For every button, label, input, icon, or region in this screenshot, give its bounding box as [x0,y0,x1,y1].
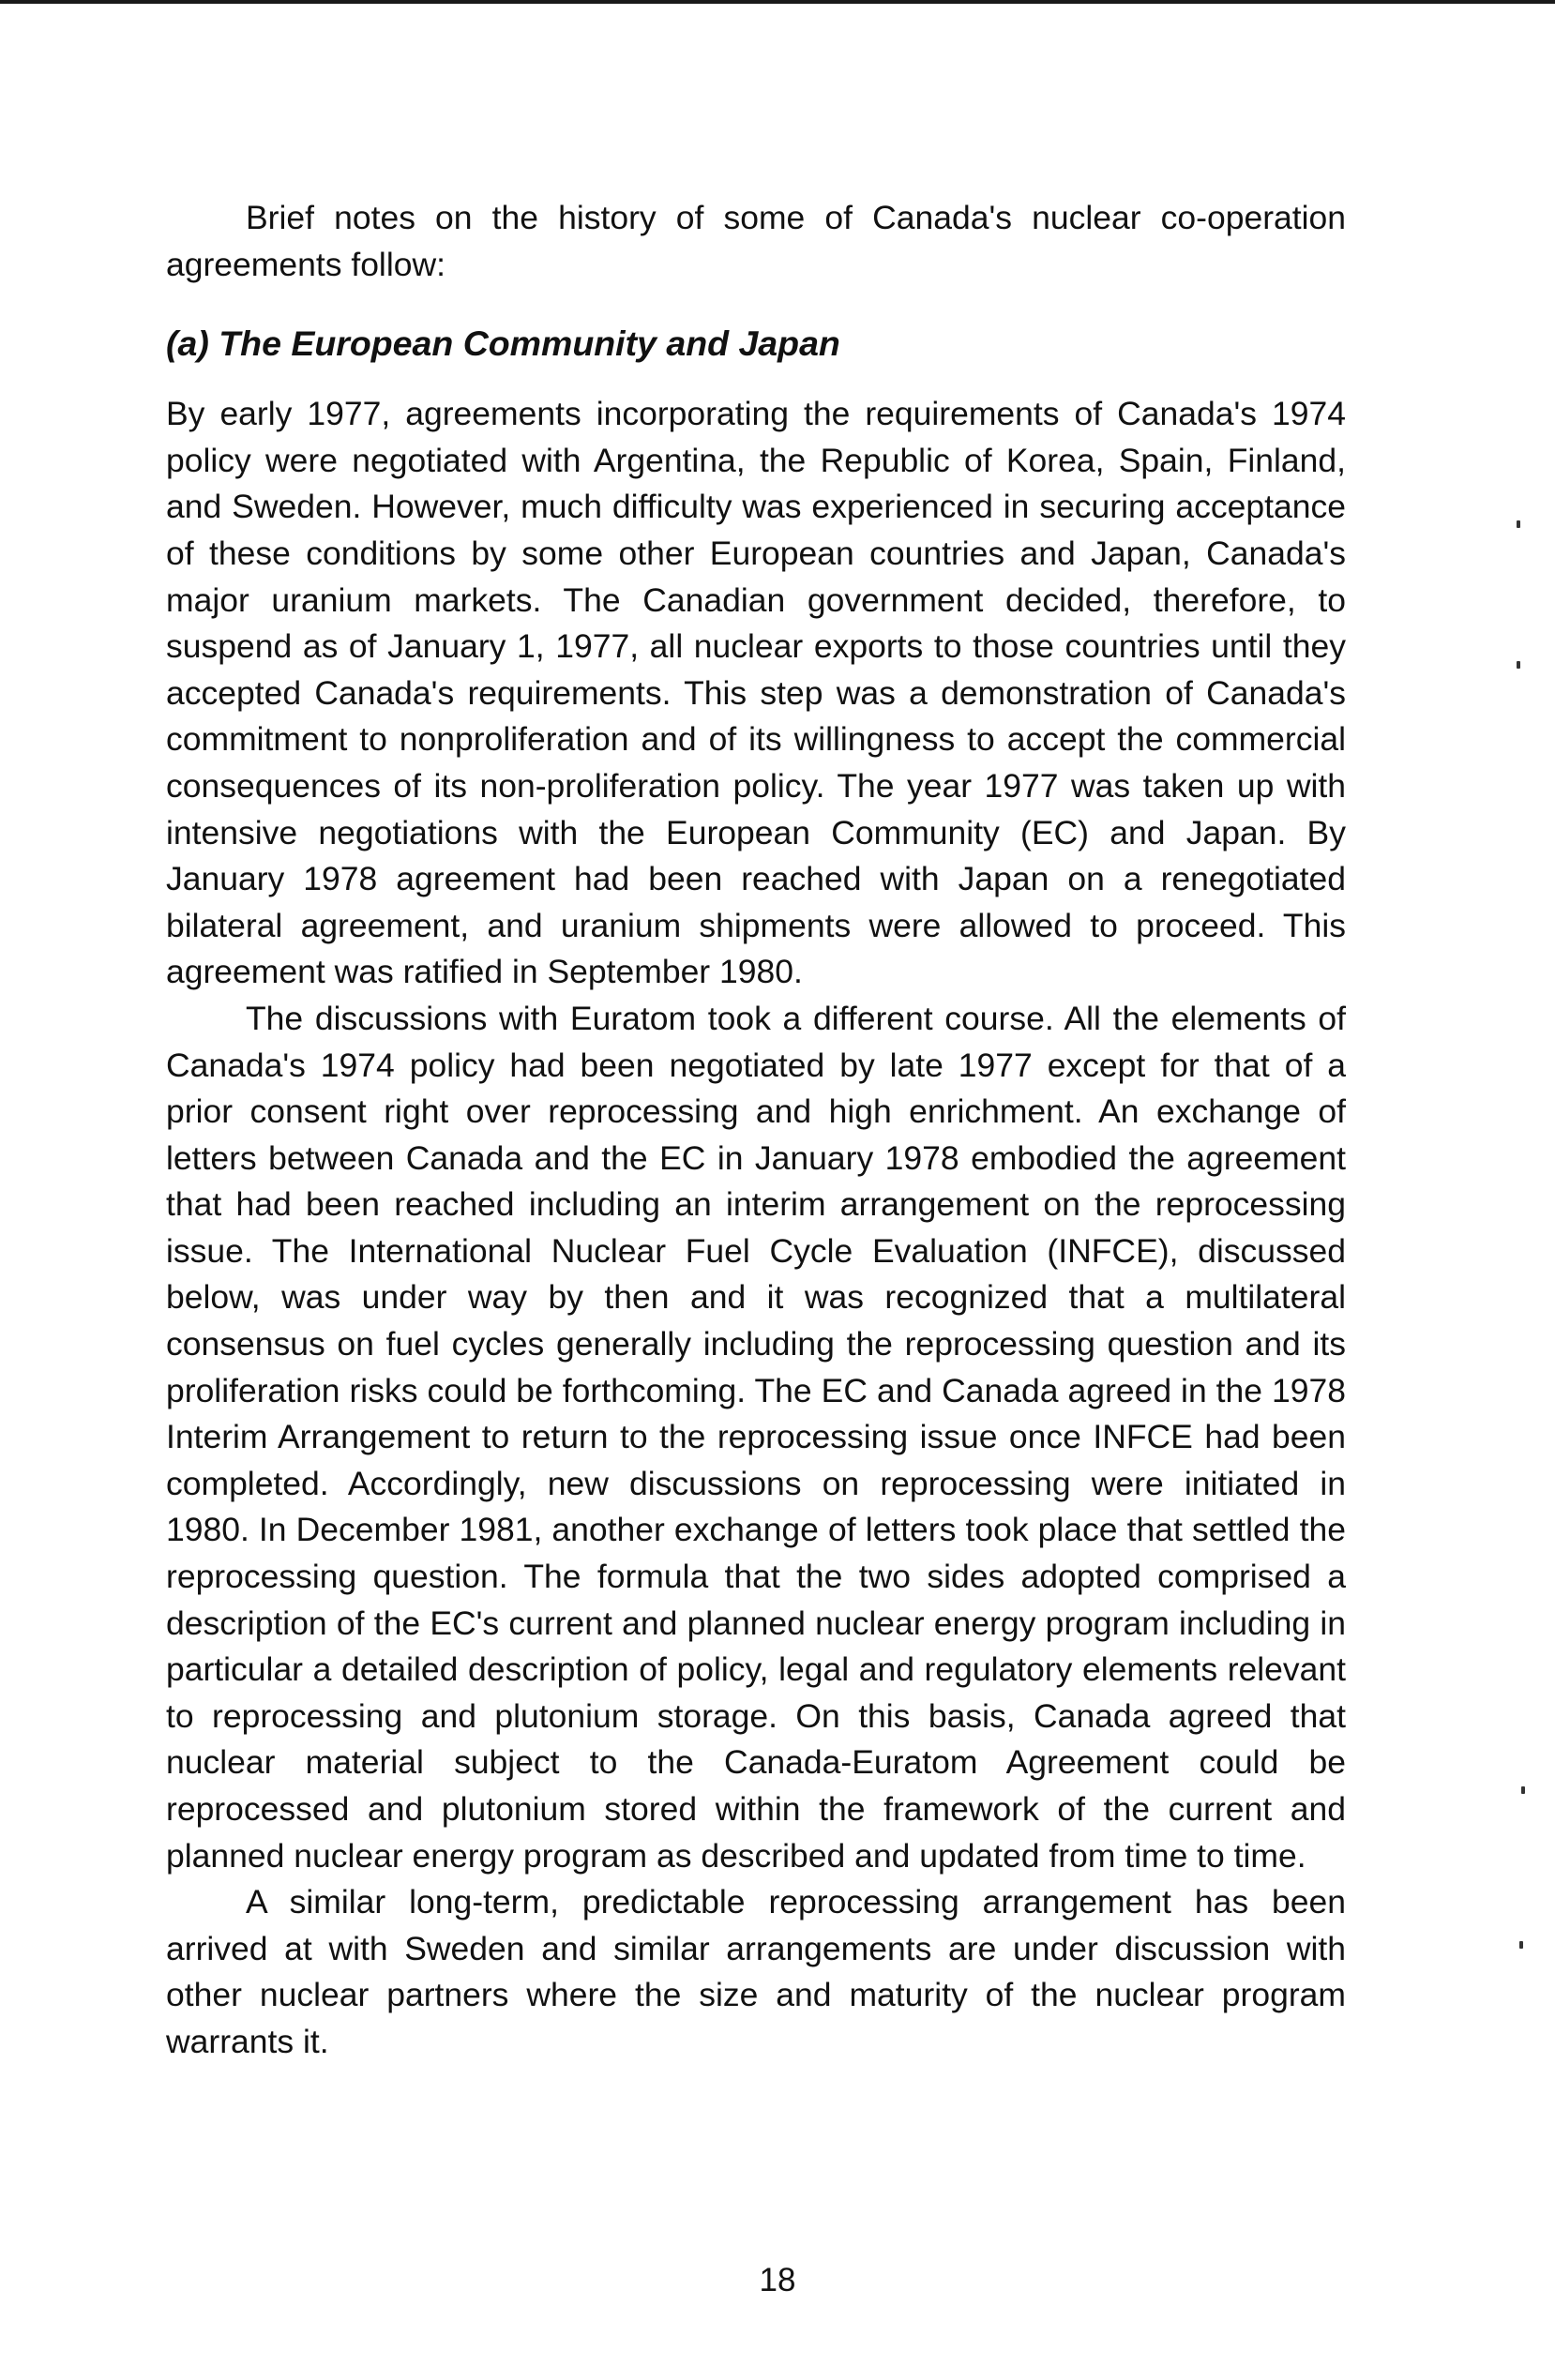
margin-speck [1517,520,1520,528]
page-body [166,195,1346,2066]
margin-speck [1521,1786,1525,1794]
section-heading: (a) The European Community and Japan [166,324,840,364]
margin-speck [1519,1941,1523,1949]
margin-speck [1517,661,1520,669]
intro-paragraph: Brief notes on the history of some of Canada's nuclear co-operation agreements follow: [166,199,1346,283]
paragraph-euratom: The discussions with Euratom took a different course. All the elements of Canada's 1974 policy had been negotiated by late 1977 except for that of a prior consent right over reprocessing and high enrichment. An exchange of letters between Canada and the EC in January 1978 embodied the agreement that had been reached including an interim arrangement on the reprocessing issue. The International Nuclear Fuel Cycle Evaluation (INFCE), discussed below, was under way by then and it was recognized that a multilateral consensus on fuel cycles generally including the reprocessing question and its proliferation risks could be forthcoming. The EC and Canada agreed in the 1978 Interim Arrangement to return to the reprocessing issue once INFCE had been completed. Accordingly, new discussions on reprocessing were initiated in 1980. In December 1981, another exchange of letters took place that settled the reprocessing question. The formula that the two sides adopted comprised a description of the EC's current and planned nuclear energy program including in particular a detailed description of policy, legal and regulatory elements relevant to reprocessing and plutonium storage. On this basis, Canada agreed that nuclear material subject to the Canada-Euratom Agreement could be reprocessed and plutonium stored within the framework of the current and planned nuclear energy program as described and updated from time to time. [166,999,1346,1875]
page-number: 18 [759,2262,796,2298]
top-edge-rule [0,0,1555,4]
paragraph-early-1977: By early 1977, agreements incorporating the requirements of Canada's 1974 policy were negotiated with Argentina, the Republic of Korea, Spain, Finland, and Sweden. However, much difficulty was experienced in securing acceptance of these conditions by some other European countries and Japan, Canada's major uranium markets. The Canadian government decided, therefore, to suspend as of January 1, 1977, all nuclear exports to those countries until they accepted Canada's requirements. This step was a demonstration of Canada's commitment to nonproliferation and of its willingness to accept the commercial consequences of its non-proliferation policy. The year 1977 was taken up with intensive negotiations with the European Community (EC) and Japan. By January 1978 agreement had been reached with Japan on a renegotiated bilateral agreement, and uranium shipments were allowed to proceed. This agreement was ratified in September 1980. [166,395,1346,991]
paragraph-sweden: A similar long-term, predictable reprocessing arrangement has been arrived at with Sweden and similar arrangements are under discussion with other nuclear partners where the size and maturity of the nuclear program warrants it. [166,1883,1346,2060]
